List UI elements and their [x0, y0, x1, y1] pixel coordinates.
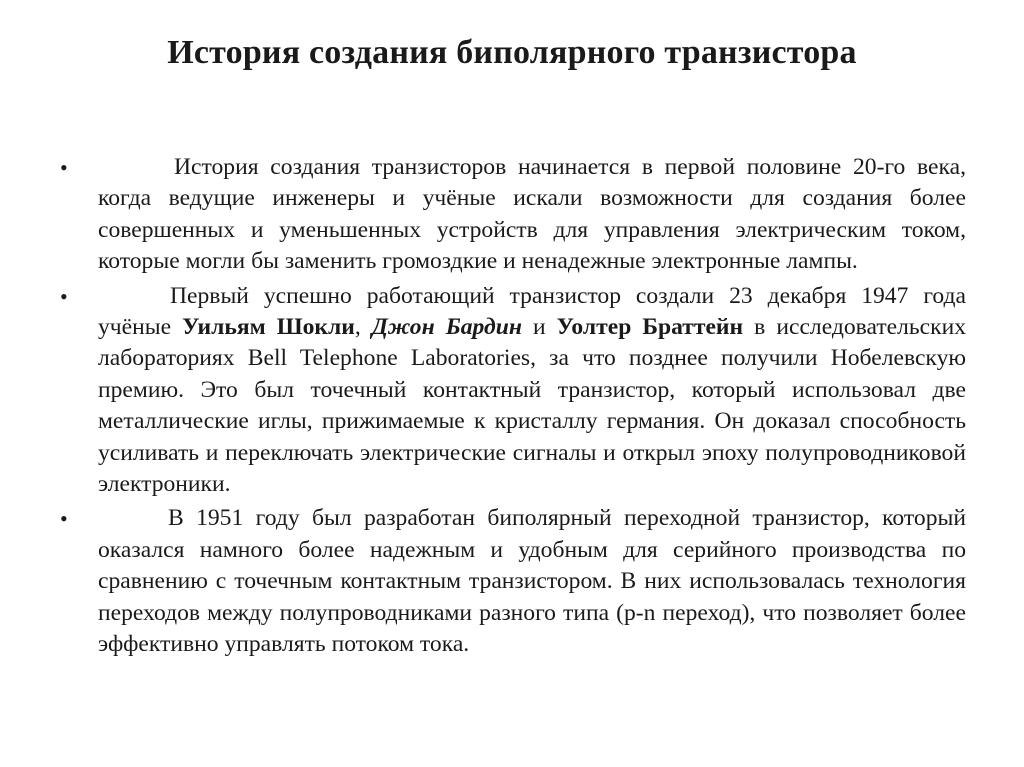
- separator: ,: [354, 314, 372, 341]
- bullet-item-3: [60, 503, 966, 660]
- slide-title: История создания биполярного транзистора: [167, 34, 857, 71]
- separator: и: [521, 314, 557, 341]
- bullet-marker: •: [60, 283, 68, 309]
- paragraph-2: [98, 281, 966, 501]
- bullet-marker: •: [60, 155, 68, 180]
- person-brattain: Уолтер Браттейн: [556, 314, 744, 341]
- bullet-item-1: [60, 152, 966, 278]
- bullet-marker: •: [60, 506, 68, 532]
- bullet-list: [60, 152, 966, 664]
- paragraph-1: История создания транзисторов начинается в первой половине 20-го века, когда ведущие инженеры и учёные искали возможности для создания более совершенных и уменьшенных устройств для управления электрическим током, которые могли бы заменить громоздкие и ненадежные электронные лампы.: [98, 154, 966, 275]
- paragraph-3: В 1951 году был разработан биполярный переходной транзистор, который оказался намного более надежным и удобным для серийного производства по сравнению с точечным контактным транзистором. В них использовалась технология переходов между полупроводниками разного типа (p-n переход), что позволяет более эффективно управлять потоком тока.: [98, 505, 966, 658]
- person-bardeen: Джон Бардин: [371, 314, 522, 341]
- person-shockley: Уильям Шокли: [182, 314, 355, 341]
- paragraph-2-intro: Первый успешно работающий транзистор создали 23 декабря 1947 года учёные: [98, 282, 966, 341]
- bullet-item-2: [60, 281, 966, 501]
- paragraph-2-rest: в исследовательских лабораториях Bell Telephone Laboratories, за что позднее получили Нобелевскую премию. Это был точечный контактный транзистор, который использовал две металлические иглы, прижимаемые к кристаллу германия. Он доказал способность усиливать и переключать электрические сигналы и открыл эпоху полупроводниковой электроники.: [98, 314, 967, 498]
